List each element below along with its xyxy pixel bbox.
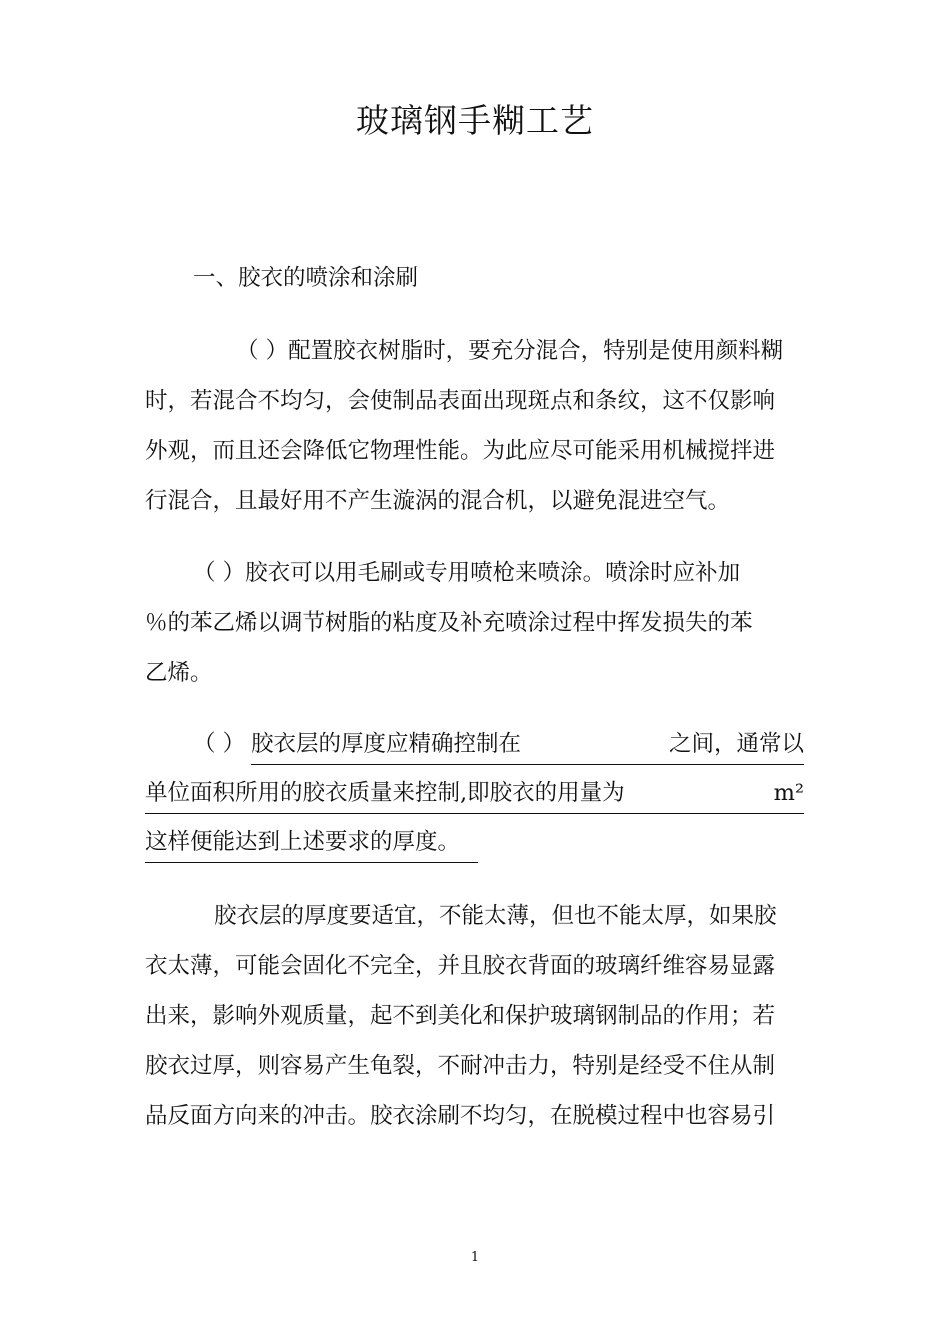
section-heading: 一、胶衣的喷涂和涂刷 bbox=[193, 265, 419, 291]
paragraph-4-line-2: 衣太薄，可能会固化不完全，并且胶衣背面的玻璃纤维容易显露 bbox=[145, 953, 776, 979]
paragraph-3-line-2-unit: m² bbox=[773, 780, 804, 806]
paragraph-2-line-2: ％的苯乙烯以调节树脂的粘度及补充喷涂过程中挥发损失的苯 bbox=[145, 610, 753, 636]
paragraph-3-line-2 bbox=[145, 773, 804, 814]
paragraph-4-line-4: 胶衣过厚，则容易产生龟裂，不耐冲击力，特别是经受不住从制 bbox=[145, 1053, 776, 1079]
paragraph-1-line-4: 行混合，且最好用不产生漩涡的混合机，以避免混进空气。 bbox=[145, 488, 731, 514]
page-title: 玻璃钢手糊工艺 bbox=[356, 101, 594, 140]
paragraph-3-line-1-text-b: 之间，通常以 bbox=[668, 731, 804, 757]
paragraph-3-line-3: 这样便能达到上述要求的厚度。 bbox=[145, 822, 478, 863]
paragraph-3-line-1-text-a: 胶衣层的厚度应精确控制在 bbox=[251, 731, 522, 757]
paragraph-4-line-3: 出来，影响外观质量，起不到美化和保护玻璃钢制品的作用；若 bbox=[145, 1003, 776, 1029]
paragraph-3-line-2-text-a: 单位面积所用的胶衣质量来控制,即胶衣的用量为 bbox=[145, 780, 625, 806]
paragraph-4-line-5: 品反面方向来的冲击。胶衣涂刷不均匀，在脱模过程中也容易引 bbox=[145, 1103, 776, 1129]
page-number: 1 bbox=[470, 1250, 480, 1265]
paragraph-2-line-1: （ ）胶衣可以用毛刷或专用喷枪来喷涂。喷涂时应补加 bbox=[193, 560, 741, 586]
paragraph-1-line-1: （ ）配置胶衣树脂时，要充分混合，特别是使用颜料糊 bbox=[236, 338, 784, 364]
paragraph-1-line-3: 外观，而且还会降低它物理性能。为此应尽可能采用机械搅拌进 bbox=[145, 438, 776, 464]
paragraph-4-line-1: 胶衣层的厚度要适宜，不能太薄，但也不能太厚，如果胶 bbox=[214, 903, 777, 929]
paragraph-3-marker: （ ） bbox=[193, 731, 246, 757]
paragraph-2-line-3: 乙烯。 bbox=[145, 660, 213, 686]
paragraph-1-line-2: 时，若混合不均匀，会使制品表面出现斑点和条纹，这不仅影响 bbox=[145, 388, 776, 414]
paragraph-3-line-1 bbox=[251, 724, 804, 765]
